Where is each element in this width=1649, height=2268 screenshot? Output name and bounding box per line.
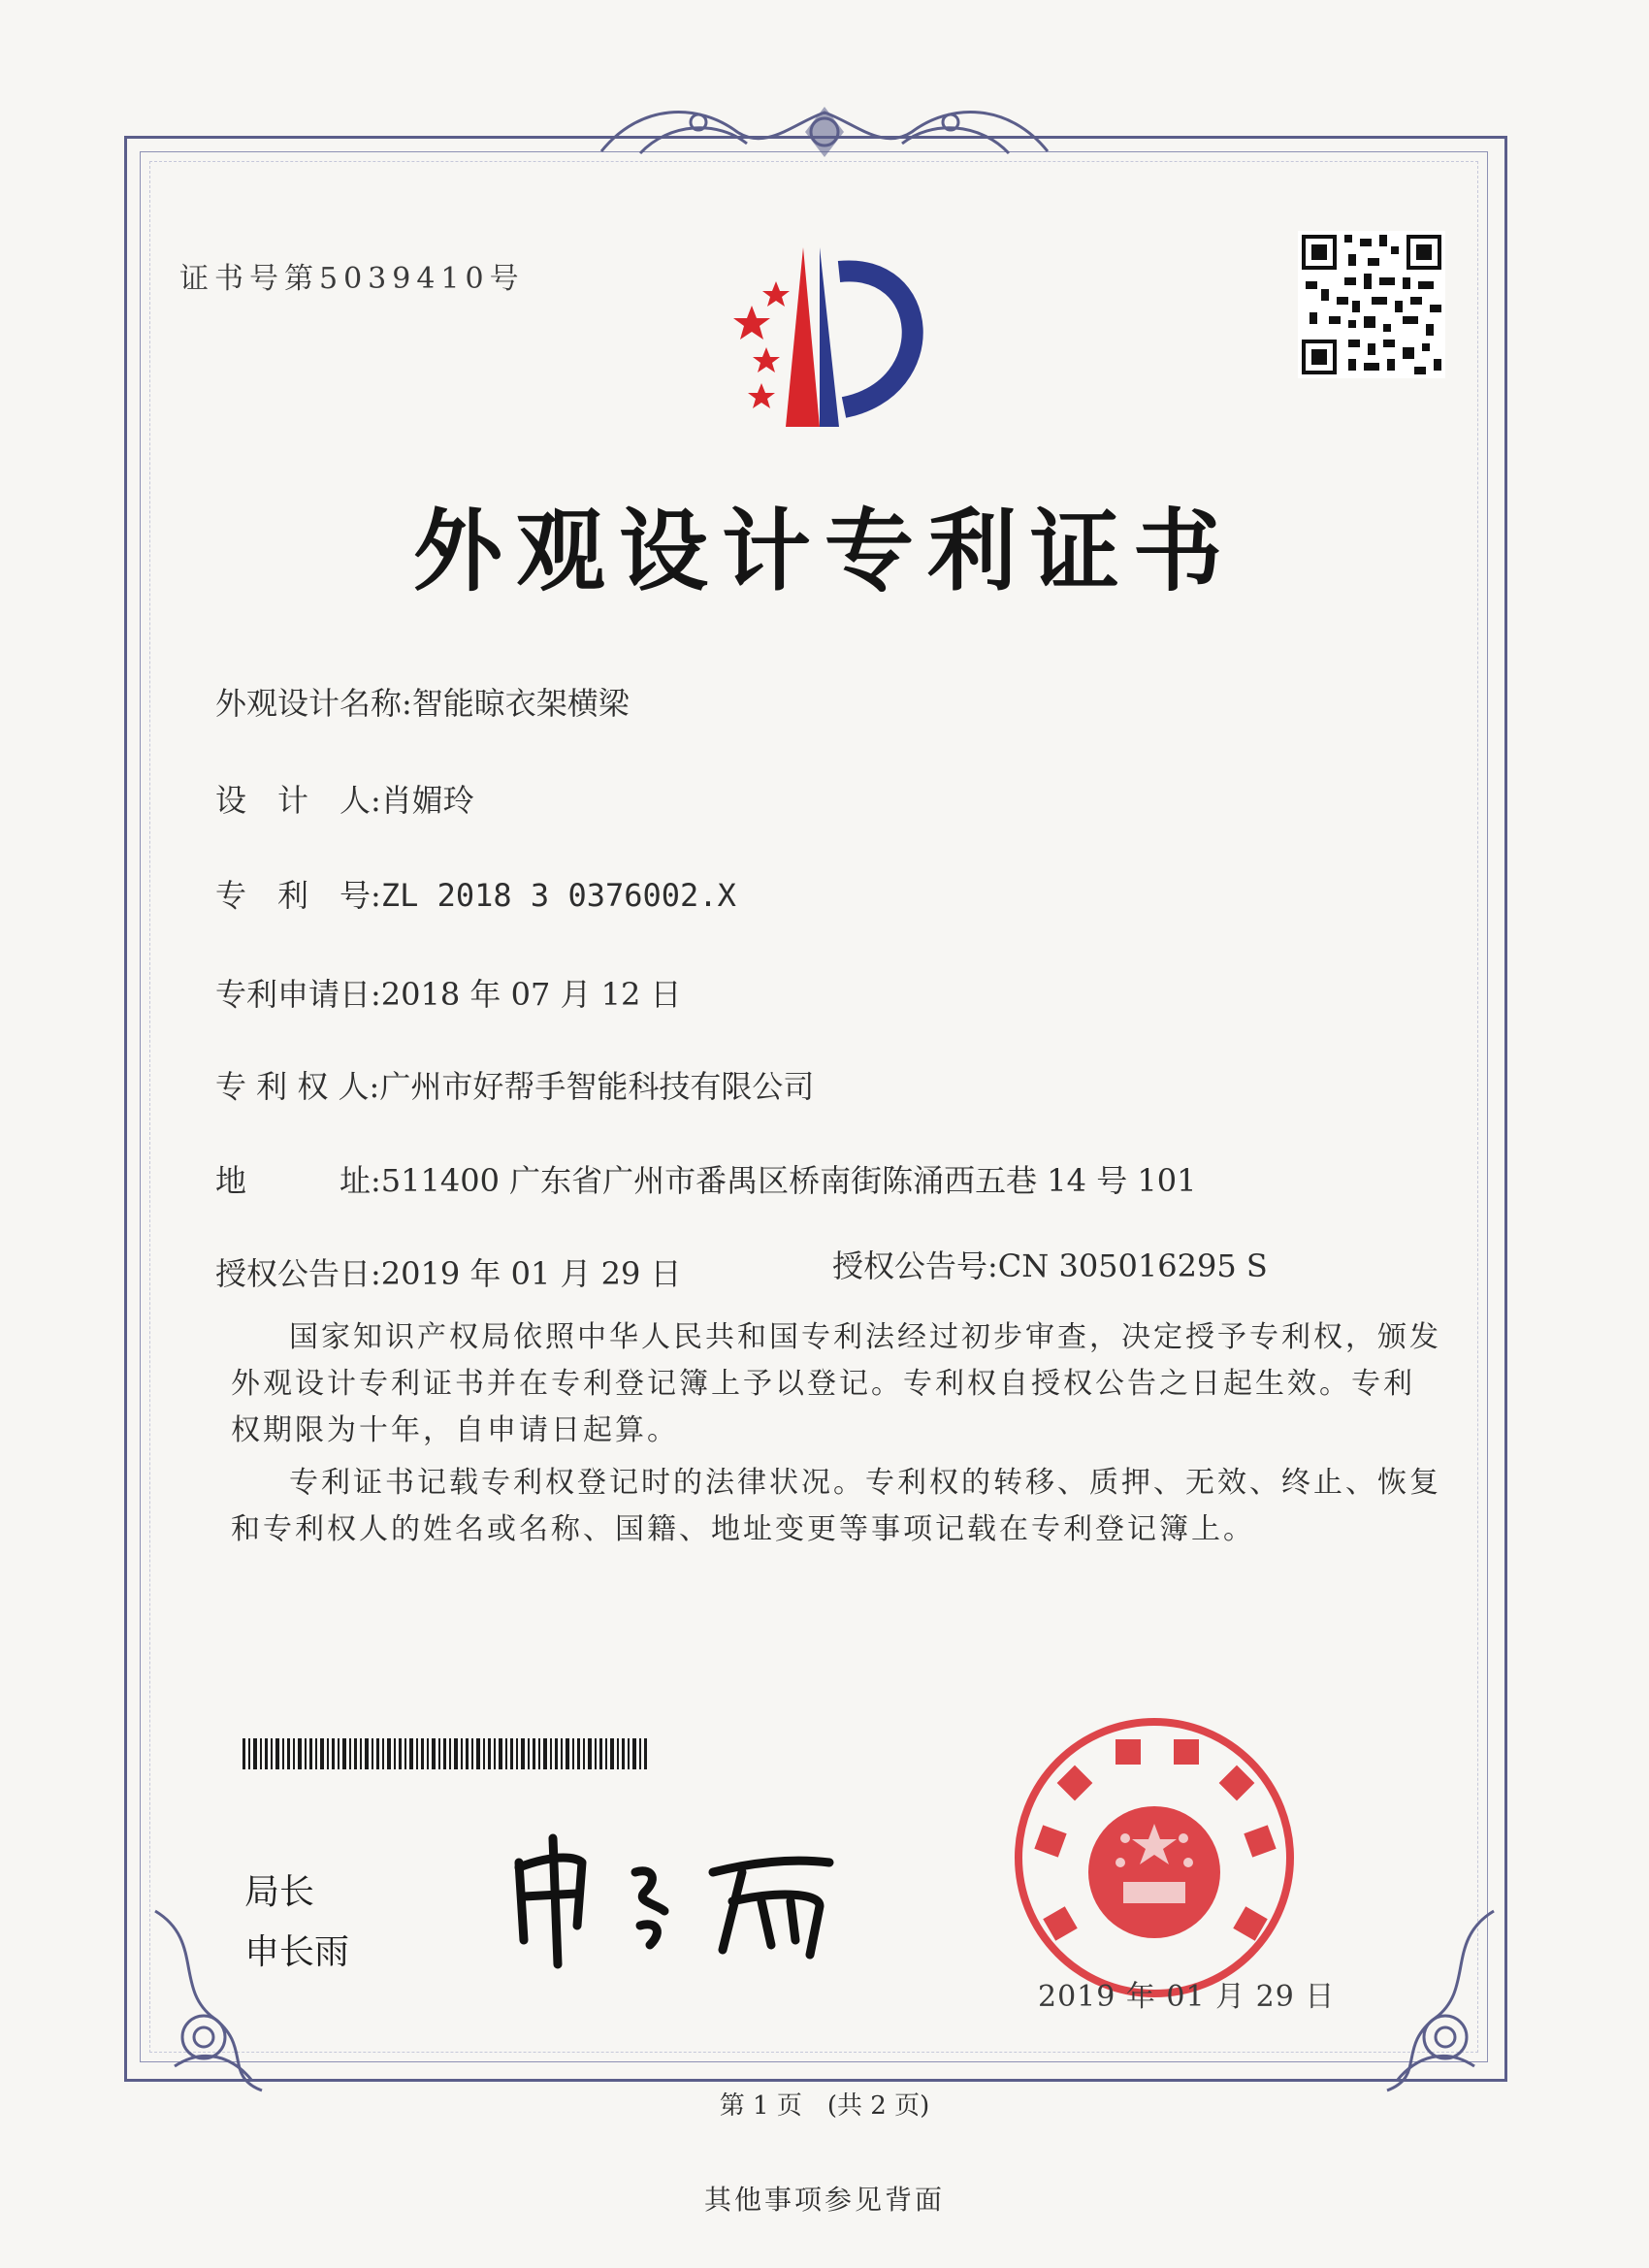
director-name: 申长雨 <box>244 1932 350 1972</box>
footer-note: 其他事项参见背面 <box>703 2184 945 2216</box>
field-value: 智能晾衣架横梁 <box>411 685 630 722</box>
field-value: 2018 年 07 月 12 日 <box>380 976 682 1013</box>
field-label: 专利申请日: <box>215 976 381 1013</box>
director-title: 局长 <box>244 1872 315 1912</box>
body-paragraph: 国家知识产权局依照中华人民共和国专利法经过初步审查，决定授予专利权，颁发外观设计专利证书并在专利登记簿上予以登记。专利权自授权公告之日起生效。专利权期限为十年，自申请日起算。 <box>231 1320 1441 1447</box>
field-label: 设 计 人: <box>215 782 381 819</box>
top-ornament <box>582 93 1067 171</box>
body-paragraph: 专利证书记载专利权登记时的法律状况。专利权的转移、质押、无效、终止、恢复和专利权人的姓名或名称、国籍、地址变更等事项记载在专利登记簿上。 <box>231 1466 1441 1546</box>
director-block <box>244 1863 349 1983</box>
certificate-body <box>231 1314 1443 1559</box>
field-design-name <box>215 679 630 724</box>
qr-code-icon <box>1298 231 1445 378</box>
field-label: 专 利 号: <box>215 877 381 914</box>
field-patent-number <box>215 871 736 916</box>
field-address <box>215 1156 1196 1201</box>
barcode-icon <box>242 1738 650 1769</box>
official-seal-icon <box>1009 1712 1300 2003</box>
field-label: 授权公告日: <box>215 1255 381 1292</box>
field-patentee <box>215 1062 814 1107</box>
certificate-number: 证书号第5039410号 <box>179 262 525 296</box>
field-value: ZL 2018 3 0376002.X <box>380 877 736 914</box>
field-label: 专 利 权 人: <box>215 1068 380 1105</box>
director-signature-icon <box>500 1833 868 1969</box>
page-number: 第 1 页 (共 2 页) <box>719 2091 930 2121</box>
field-value: 2019 年 01 月 29 日 <box>380 1255 682 1292</box>
field-value: 511400 广东省广州市番禺区桥南街陈涌西五巷 14 号 101 <box>380 1162 1197 1199</box>
field-designer <box>215 776 474 821</box>
field-value: 肖媚玲 <box>380 782 474 819</box>
field-label: 地 址: <box>215 1162 381 1199</box>
field-label: 外观设计名称: <box>215 685 412 722</box>
field-grant-date <box>215 1249 682 1294</box>
field-label: 授权公告号: <box>832 1247 998 1284</box>
field-application-date <box>215 970 682 1015</box>
patent-office-emblem-icon <box>708 243 960 437</box>
certificate-title: 外观设计专利证书 <box>412 500 1236 603</box>
corner-ornament-right <box>1368 1901 1504 2095</box>
field-value: CN 305016295 S <box>997 1247 1268 1284</box>
issue-date: 2019 年 01 月 29 日 <box>1038 1980 1336 2014</box>
field-value: 广州市好帮手智能科技有限公司 <box>379 1068 815 1105</box>
field-announcement-number <box>832 1242 1268 1286</box>
